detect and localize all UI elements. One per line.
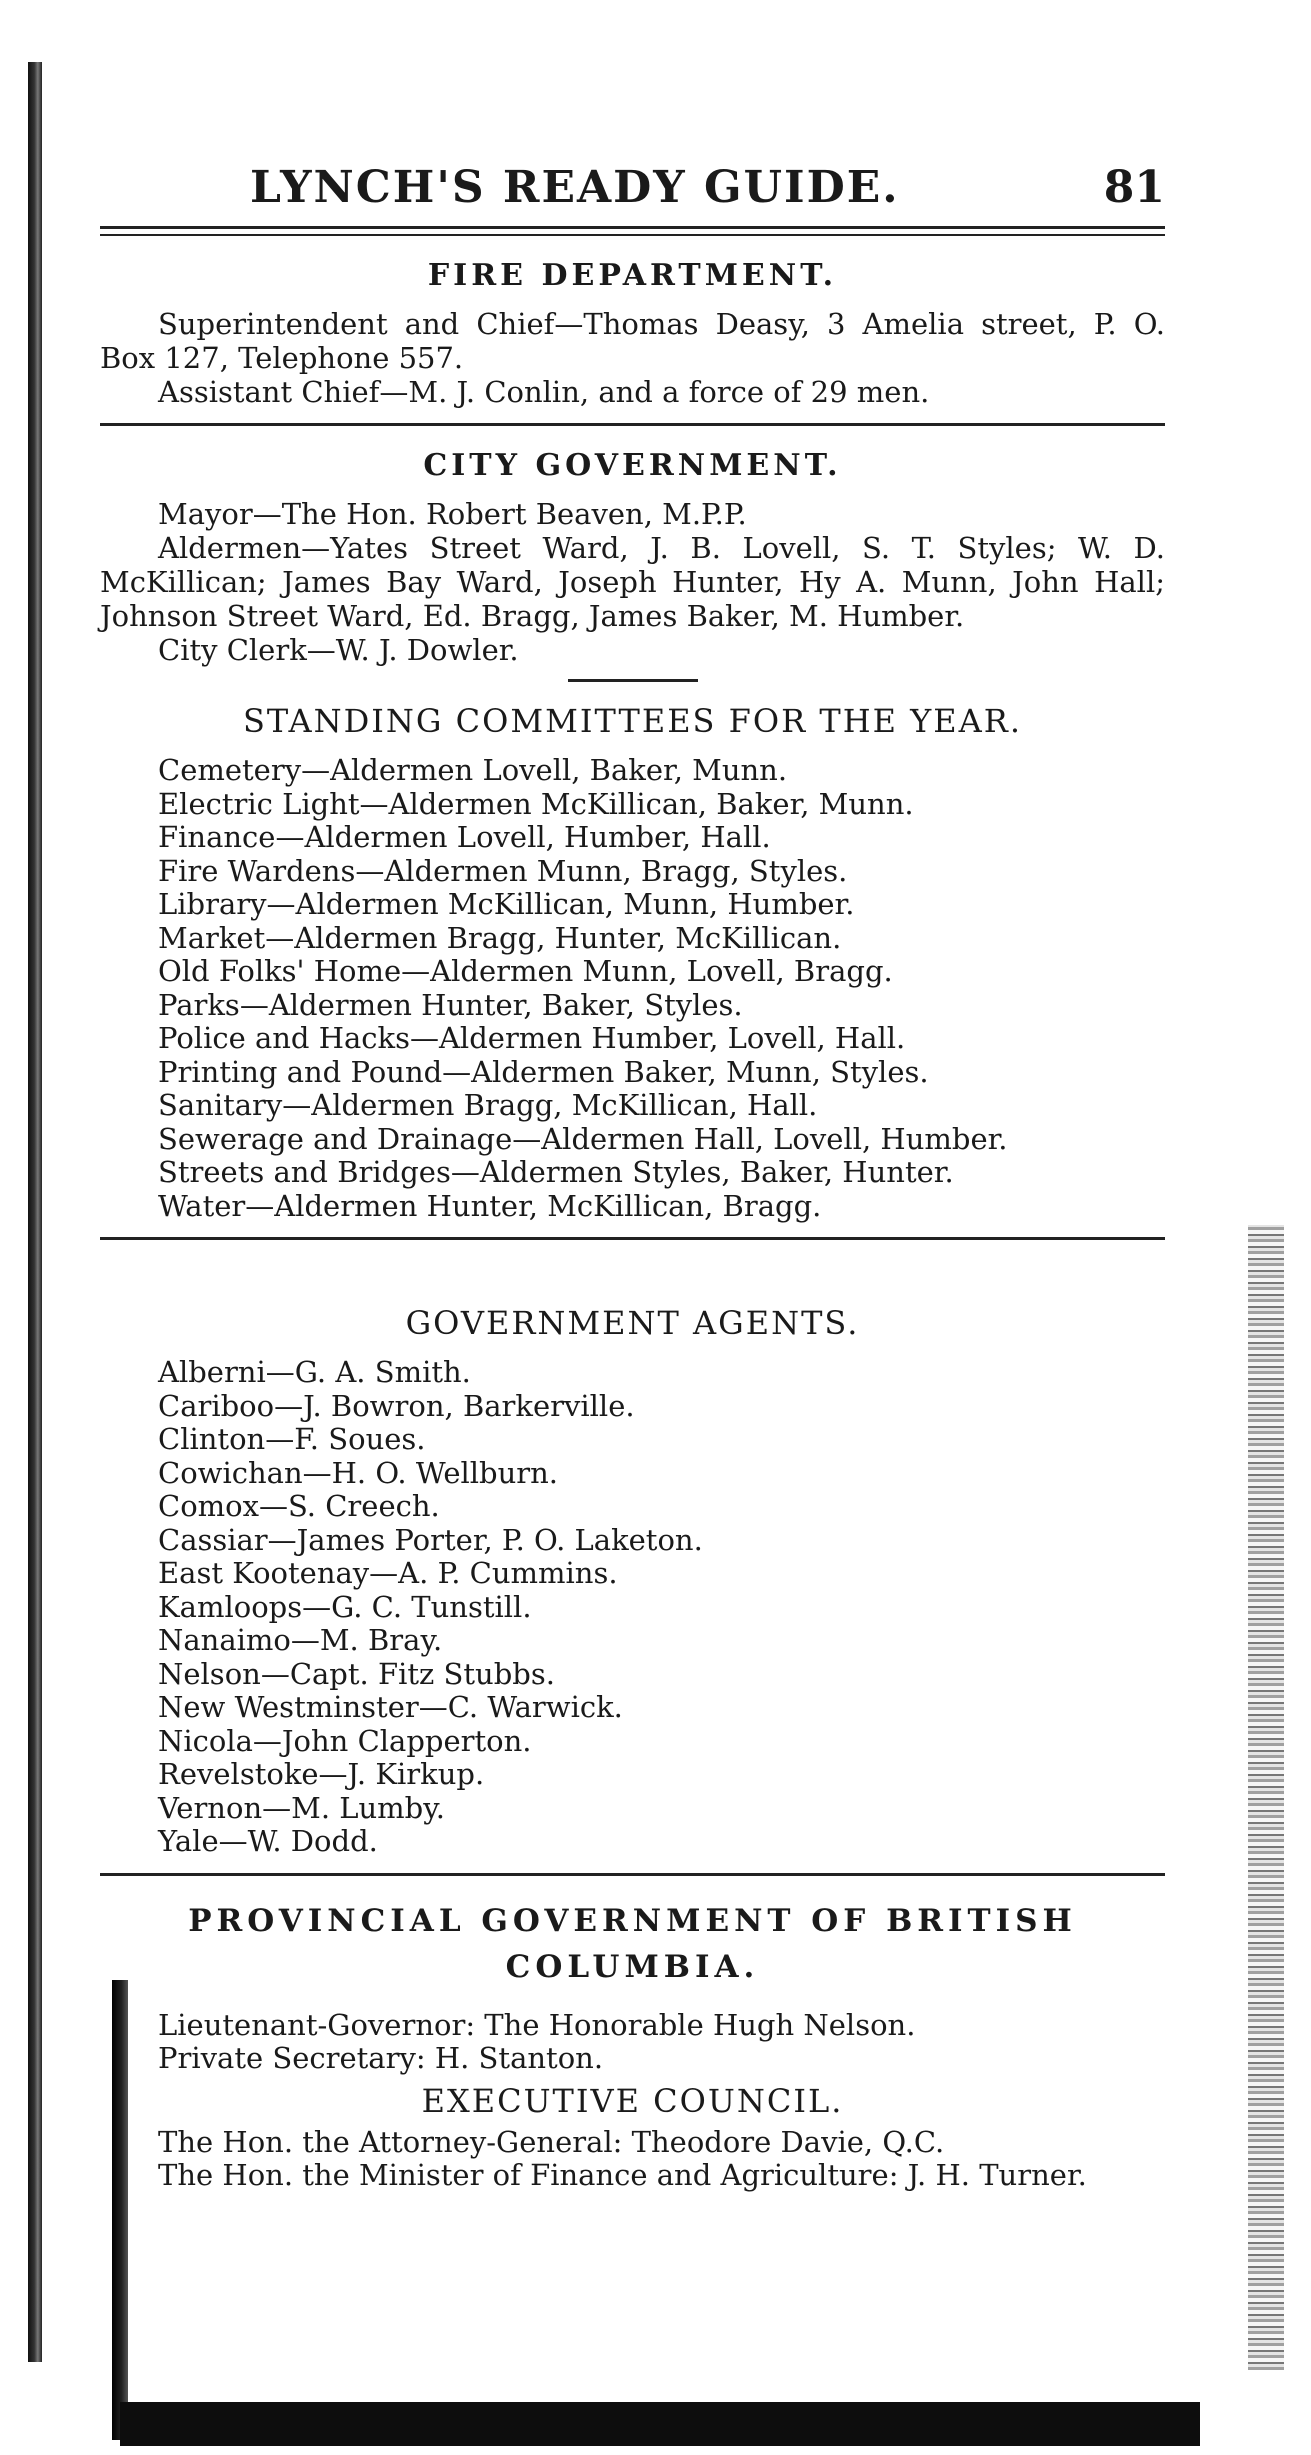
government-agents-heading: GOVERNMENT AGENTS. [405,1304,860,1342]
book-page [100,150,1165,2193]
executive-council-heading: EXECUTIVE COUNCIL. [421,2081,844,2120]
city-government-section [100,448,1165,667]
committee-item: Printing and Pound—Aldermen Baker, Munn, Styles. [158,1054,929,1089]
committee-item: Market—Aldermen Bragg, Hunter, McKillican. [158,920,842,955]
council-member-entry: The Hon. the Minister of Finance and Agriculture: J. H. Turner. [158,2158,1087,2192]
committee-item: Library—Aldermen McKillican, Munn, Humber. [158,887,855,921]
fire-department-section [100,258,1165,409]
private-secretary-entry: Private Secretary: H. Stanton. [158,2041,604,2075]
city-government-heading: CITY GOVERNMENT. [423,448,842,483]
short-divider [568,679,698,682]
provincial-government-heading: PROVINCIAL GOVERNMENT OF BRITISH COLUMBIA. [188,1902,1077,1985]
scan-edge-right [1248,1225,1284,2370]
council-member-entry: The Hon. the Attorney-General: Theodore Davie, Q.C. [158,2124,945,2159]
provincial-government-section [100,1898,1165,2193]
header-rule [100,226,1165,236]
running-head [100,150,1165,220]
section-divider [100,1237,1165,1240]
agent-item: Cowichan—H. O. Wellburn. [158,1455,559,1490]
fire-department-heading: FIRE DEPARTMENT. [427,258,838,293]
committee-item: Parks—Aldermen Hunter, Baker, Styles. [158,987,743,1022]
agent-item: Clinton—F. Soues. [158,1422,426,1456]
agent-item: Alberni—G. A. Smith. [158,1355,471,1389]
agent-item: Nicola—John Clapperton. [158,1723,532,1758]
committee-item: Fire Wardens—Aldermen Munn, Bragg, Styles. [158,853,848,888]
agent-item: Yale—W. Dodd. [158,1824,378,1858]
fire-assistant-chief-entry: Assistant Chief—M. J. Conlin, and a force of 29 men. [158,375,930,409]
running-title: LYNCH'S READY GUIDE. [250,162,900,213]
committee-item: Finance—Aldermen Lovell, Humber, Hall. [158,820,771,854]
agent-item: Nelson—Capt. Fitz Stubbs. [158,1656,555,1691]
section-divider [100,423,1165,426]
committee-item: Electric Light—Aldermen McKillican, Baker, Munn. [158,786,914,821]
city-clerk-entry: City Clerk—W. J. Dowler. [158,633,519,667]
scan-border-left [28,62,42,2362]
standing-committees-heading: STANDING COMMITTEES FOR THE YEAR. [243,702,1022,740]
government-agents-section [100,1254,1165,1859]
committee-item: Cemetery—Aldermen Lovell, Baker, Munn. [158,753,788,787]
agent-item: Nanaimo—M. Bray. [158,1623,443,1657]
committee-item: Streets and Bridges—Aldermen Styles, Baker, Hunter. [158,1155,954,1189]
section-divider [100,1873,1165,1876]
agent-item: Revelstoke—J. Kirkup. [158,1757,485,1791]
committee-item: Police and Hacks—Aldermen Humber, Lovell, Hall. [158,1021,906,1055]
committee-item: Sanitary—Aldermen Bragg, McKillican, Hall. [158,1088,818,1122]
standing-committees-section [100,702,1165,1223]
scan-border-bottom [120,2402,1200,2446]
agent-item: Cariboo—J. Bowron, Barkerville. [158,1388,635,1423]
mayor-entry: Mayor—The Hon. Robert Beaven, M.P.P. [158,497,747,531]
agent-item: Cassiar—James Porter, P. O. Laketon. [158,1522,703,1557]
agent-item: Kamloops—G. C. Tunstill. [158,1589,532,1624]
committee-item: Old Folks' Home—Aldermen Munn, Lovell, Bragg. [158,954,893,988]
page-number: 81 [1103,162,1165,213]
aldermen-entry: Aldermen—Yates Street Ward, J. B. Lovell, S. T. Styles; W. D. McKillican; James Bay Ward, Joseph Hunter, Hy A. Munn, John Hall; Johnson Street Ward, Ed. Bragg, James Baker, M. Humber. [100,531,1165,633]
committee-item: Water—Aldermen Hunter, McKillican, Bragg. [158,1188,822,1223]
agent-item: East Kootenay—A. P. Cummins. [158,1556,618,1590]
agent-item: Vernon—M. Lumby. [158,1790,445,1825]
committee-item: Sewerage and Drainage—Aldermen Hall, Lovell, Humber. [158,1121,1008,1156]
agent-item: Comox—S. Creech. [158,1489,440,1523]
fire-superintendent-entry: Superintendent and Chief—Thomas Deasy, 3 Amelia street, P. O. Box 127, Telephone 557. [100,307,1165,375]
lieutenant-governor-entry: Lieutenant-Governor: The Honorable Hugh Nelson. [158,2007,916,2042]
agent-item: New Westminster—C. Warwick. [158,1690,623,1724]
